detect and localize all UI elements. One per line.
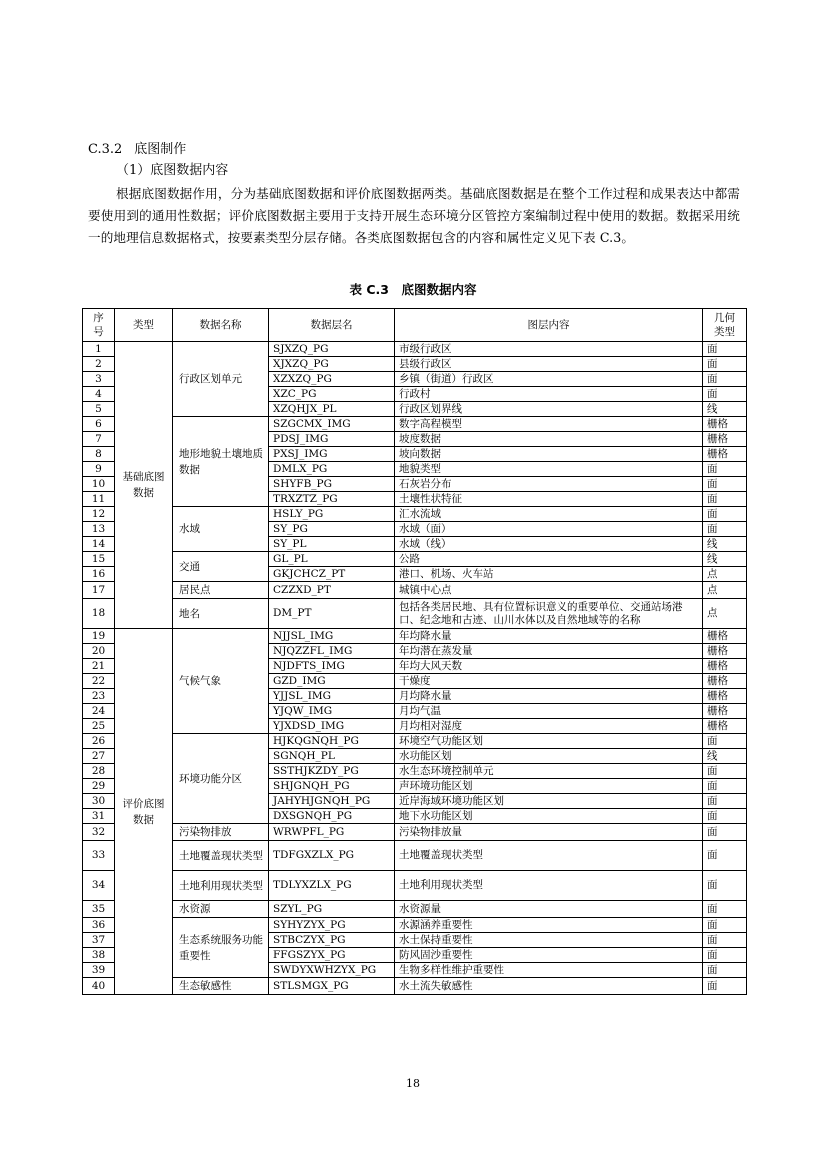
layer-content: 月均降水量: [395, 689, 703, 704]
header-name: 数据名称: [173, 309, 269, 342]
geometry-type: 面: [703, 963, 747, 978]
layer-content: 防风固沙重要性: [395, 948, 703, 963]
geometry-type: 栅格: [703, 447, 747, 462]
layer-content: 年均潜在蒸发量: [395, 644, 703, 659]
geometry-type: 面: [703, 809, 747, 824]
name-group-envzone: 环境功能分区: [173, 734, 269, 824]
layer-name: TRXZTZ_PG: [269, 492, 395, 507]
geometry-type: 点: [703, 567, 747, 582]
layer-content: 近岸海域环境功能区划: [395, 794, 703, 809]
layer-name: SZYL_PG: [269, 901, 395, 918]
section-number: C.3.2: [88, 142, 123, 157]
layer-content: 行政区划界线: [395, 402, 703, 417]
layer-name: PDSJ_IMG: [269, 432, 395, 447]
geometry-type: 面: [703, 764, 747, 779]
table-row: [83, 901, 747, 918]
layer-name: SSTHJKZDY_PG: [269, 764, 395, 779]
row-number: 14: [83, 537, 115, 552]
layer-name: YJQW_IMG: [269, 704, 395, 719]
row-number: 22: [83, 674, 115, 689]
layer-name: SYHYZYX_PG: [269, 918, 395, 933]
row-number: 11: [83, 492, 115, 507]
header-content: 图层内容: [395, 309, 703, 342]
geometry-type: 面: [703, 492, 747, 507]
layer-name: HJKQGNQH_PG: [269, 734, 395, 749]
layer-content: 水生态环境控制单元: [395, 764, 703, 779]
row-number: 24: [83, 704, 115, 719]
geometry-type: 面: [703, 507, 747, 522]
geometry-type: 栅格: [703, 644, 747, 659]
layer-content: 水土流失敏感性: [395, 978, 703, 995]
table-row: [83, 734, 747, 749]
name-group-landuse: 土地利用现状类型: [173, 871, 269, 901]
row-number: 15: [83, 552, 115, 567]
layer-name: FFGSZYX_PG: [269, 948, 395, 963]
geometry-type: 面: [703, 918, 747, 933]
layer-name: SHJGNQH_PG: [269, 779, 395, 794]
layer-content: 年均降水量: [395, 629, 703, 644]
layer-name: SY_PG: [269, 522, 395, 537]
row-number: 34: [83, 871, 115, 901]
layer-name: DXSGNQH_PG: [269, 809, 395, 824]
geometry-type: 点: [703, 599, 747, 629]
layer-name: YJXDSD_IMG: [269, 719, 395, 734]
layer-name: NJJSL_IMG: [269, 629, 395, 644]
geometry-type: 面: [703, 522, 747, 537]
layer-content: 环境空气功能区划: [395, 734, 703, 749]
row-number: 10: [83, 477, 115, 492]
geometry-type: 面: [703, 779, 747, 794]
layer-content: 水功能区划: [395, 749, 703, 764]
type-group-base: 基础底图数据: [115, 342, 173, 629]
layer-content: 干燥度: [395, 674, 703, 689]
geometry-type: 面: [703, 372, 747, 387]
name-group-pollution: 污染物排放: [173, 824, 269, 841]
table-caption: 表 C.3 底图数据内容: [349, 282, 477, 297]
row-number: 26: [83, 734, 115, 749]
layer-content: 坡向数据: [395, 447, 703, 462]
geometry-type: 面: [703, 948, 747, 963]
body-paragraph: 根据底图数据作用，分为基础底图数据和评价底图数据两类。基础底图数据是在整个工作过程和成果表达中都需要使用到的通用性数据；评价底图数据主要用于支持开展生态环境分区管控方案编制过程中使用的数据。数据采用统一的地理信息数据格式，按要素类型分层存储。各类底图数据包含的内容和属性定义见下表 C.3。: [88, 186, 740, 245]
row-number: 5: [83, 402, 115, 417]
layer-name: STLSMGX_PG: [269, 978, 395, 995]
row-number: 35: [83, 901, 115, 918]
geometry-type: 面: [703, 734, 747, 749]
name-group-water: 水域: [173, 507, 269, 552]
layer-name: TDLYXZLX_PG: [269, 871, 395, 901]
layer-content: 城镇中心点: [395, 582, 703, 599]
geometry-type: 栅格: [703, 417, 747, 432]
layer-name: GZD_IMG: [269, 674, 395, 689]
name-group-traffic: 交通: [173, 552, 269, 582]
table-row: [83, 841, 747, 871]
row-number: 38: [83, 948, 115, 963]
layer-content: 土地利用现状类型: [395, 871, 703, 901]
row-number: 19: [83, 629, 115, 644]
row-number: 37: [83, 933, 115, 948]
layer-name: SHYFB_PG: [269, 477, 395, 492]
geometry-type: 点: [703, 582, 747, 599]
row-number: 21: [83, 659, 115, 674]
table-header-row: [83, 309, 747, 342]
row-number: 28: [83, 764, 115, 779]
name-group-resident: 居民点: [173, 582, 269, 599]
geometry-type: 线: [703, 402, 747, 417]
row-number: 18: [83, 599, 115, 629]
layer-name: SWDYXWHZYX_PG: [269, 963, 395, 978]
layer-content: 土地覆盖现状类型: [395, 841, 703, 871]
row-number: 17: [83, 582, 115, 599]
layer-name: CZZXD_PT: [269, 582, 395, 599]
layer-content: 汇水流域: [395, 507, 703, 522]
row-number: 3: [83, 372, 115, 387]
layer-content: 市级行政区: [395, 342, 703, 357]
geometry-type: 线: [703, 749, 747, 764]
name-group-terrain: 地形地貌土壤地质数据: [173, 417, 269, 507]
table-row: [83, 824, 747, 841]
type-group-eval: 评价底图数据: [115, 629, 173, 995]
geometry-type: 栅格: [703, 674, 747, 689]
layer-name: SGNQH_PL: [269, 749, 395, 764]
layer-name: STBCZYX_PG: [269, 933, 395, 948]
row-number: 6: [83, 417, 115, 432]
row-number: 31: [83, 809, 115, 824]
geometry-type: 栅格: [703, 689, 747, 704]
geometry-type: 面: [703, 342, 747, 357]
table-row: [83, 417, 747, 432]
layer-content: 水源涵养重要性: [395, 918, 703, 933]
row-number: 9: [83, 462, 115, 477]
table-row: [83, 918, 747, 933]
row-number: 27: [83, 749, 115, 764]
layer-content: 生物多样性维护重要性: [395, 963, 703, 978]
layer-content: 坡度数据: [395, 432, 703, 447]
geometry-type: 栅格: [703, 719, 747, 734]
layer-content: 行政村: [395, 387, 703, 402]
geometry-type: 面: [703, 933, 747, 948]
row-number: 2: [83, 357, 115, 372]
layer-content: 乡镇（街道）行政区: [395, 372, 703, 387]
row-number: 8: [83, 447, 115, 462]
row-number: 30: [83, 794, 115, 809]
layer-name: HSLY_PG: [269, 507, 395, 522]
layer-content: 污染物排放量: [395, 824, 703, 841]
row-number: 4: [83, 387, 115, 402]
layer-name: DM_PT: [269, 599, 395, 629]
layer-content: 水资源量: [395, 901, 703, 918]
row-number: 32: [83, 824, 115, 841]
row-number: 36: [83, 918, 115, 933]
table-row: [83, 507, 747, 522]
geometry-type: 面: [703, 901, 747, 918]
layer-name: GKJCHCZ_PT: [269, 567, 395, 582]
name-group-landcover: 土地覆盖现状类型: [173, 841, 269, 871]
layer-name: TDFGXZLX_PG: [269, 841, 395, 871]
layer-content: 包括各类居民地、具有位置标识意义的重要单位、交通站场港口、纪念地和古迹、山川水体以及自然地域等的名称: [395, 599, 703, 629]
row-number: 23: [83, 689, 115, 704]
layer-name: SY_PL: [269, 537, 395, 552]
row-number: 25: [83, 719, 115, 734]
row-number: 16: [83, 567, 115, 582]
table-row: [83, 342, 747, 357]
geometry-type: 面: [703, 978, 747, 995]
layer-content: 水域（线）: [395, 537, 703, 552]
name-group-ecoservice: 生态系统服务功能重要性: [173, 918, 269, 978]
layer-name: GL_PL: [269, 552, 395, 567]
row-number: 7: [83, 432, 115, 447]
geometry-type: 栅格: [703, 629, 747, 644]
geometry-type: 面: [703, 357, 747, 372]
row-number: 40: [83, 978, 115, 995]
geometry-type: 栅格: [703, 432, 747, 447]
geometry-type: 面: [703, 824, 747, 841]
layer-name: YJJSL_IMG: [269, 689, 395, 704]
row-number: 33: [83, 841, 115, 871]
layer-content: 公路: [395, 552, 703, 567]
layer-content: 县级行政区: [395, 357, 703, 372]
row-number: 13: [83, 522, 115, 537]
row-number: 20: [83, 644, 115, 659]
geometry-type: 线: [703, 537, 747, 552]
layer-name: SJXZQ_PG: [269, 342, 395, 357]
layer-name: NJQZZFL_IMG: [269, 644, 395, 659]
table-row: [83, 629, 747, 644]
layer-name: XZC_PG: [269, 387, 395, 402]
name-group-place: 地名: [173, 599, 269, 629]
layer-content: 声环境功能区划: [395, 779, 703, 794]
layer-name: WRWPFL_PG: [269, 824, 395, 841]
geometry-type: 面: [703, 794, 747, 809]
section-title: 底图制作: [134, 142, 187, 157]
row-number: 29: [83, 779, 115, 794]
geometry-type: 栅格: [703, 704, 747, 719]
geometry-type: 面: [703, 462, 747, 477]
section-heading: [88, 141, 186, 159]
layer-content: 年均大风天数: [395, 659, 703, 674]
layer-content: 石灰岩分布: [395, 477, 703, 492]
layer-content: 土壤性状特征: [395, 492, 703, 507]
geometry-type: 线: [703, 552, 747, 567]
geometry-type: 面: [703, 387, 747, 402]
layer-name: PXSJ_IMG: [269, 447, 395, 462]
geometry-type: 面: [703, 477, 747, 492]
layer-content: 月均相对湿度: [395, 719, 703, 734]
layer-name: DMLX_PG: [269, 462, 395, 477]
table-row: [83, 871, 747, 901]
subsection-heading: （1）底图数据内容: [116, 163, 229, 178]
layer-content: 水土保持重要性: [395, 933, 703, 948]
table-row: [83, 552, 747, 567]
layer-content: 月均气温: [395, 704, 703, 719]
layer-content: 地貌类型: [395, 462, 703, 477]
page-number: 18: [406, 1077, 420, 1090]
layer-content: 数字高程模型: [395, 417, 703, 432]
layer-name: XZXZQ_PG: [269, 372, 395, 387]
layer-name: XJXZQ_PG: [269, 357, 395, 372]
row-number: 39: [83, 963, 115, 978]
table-body: [83, 342, 747, 995]
name-group-climate: 气候气象: [173, 629, 269, 734]
header-geom: 几何类型: [703, 309, 747, 342]
geometry-type: 面: [703, 871, 747, 901]
layer-content: 地下水功能区划: [395, 809, 703, 824]
geometry-type: 面: [703, 841, 747, 871]
row-number: 1: [83, 342, 115, 357]
header-layer: 数据层名: [269, 309, 395, 342]
table-row: [83, 582, 747, 599]
layer-name: NJDFTS_IMG: [269, 659, 395, 674]
name-group-admin: 行政区划单元: [173, 342, 269, 417]
layer-name: SZGCMX_IMG: [269, 417, 395, 432]
row-number: 12: [83, 507, 115, 522]
layer-name: XZQHJX_PL: [269, 402, 395, 417]
layer-content: 港口、机场、火车站: [395, 567, 703, 582]
layer-name: JAHYHJGNQH_PG: [269, 794, 395, 809]
data-table: [82, 308, 747, 995]
layer-content: 水域（面）: [395, 522, 703, 537]
geometry-type: 栅格: [703, 659, 747, 674]
table-row: [83, 978, 747, 995]
name-group-waterres: 水资源: [173, 901, 269, 918]
header-type: 类型: [115, 309, 173, 342]
name-group-ecosens: 生态敏感性: [173, 978, 269, 995]
table-row: [83, 599, 747, 629]
header-seq: 序号: [83, 309, 115, 342]
